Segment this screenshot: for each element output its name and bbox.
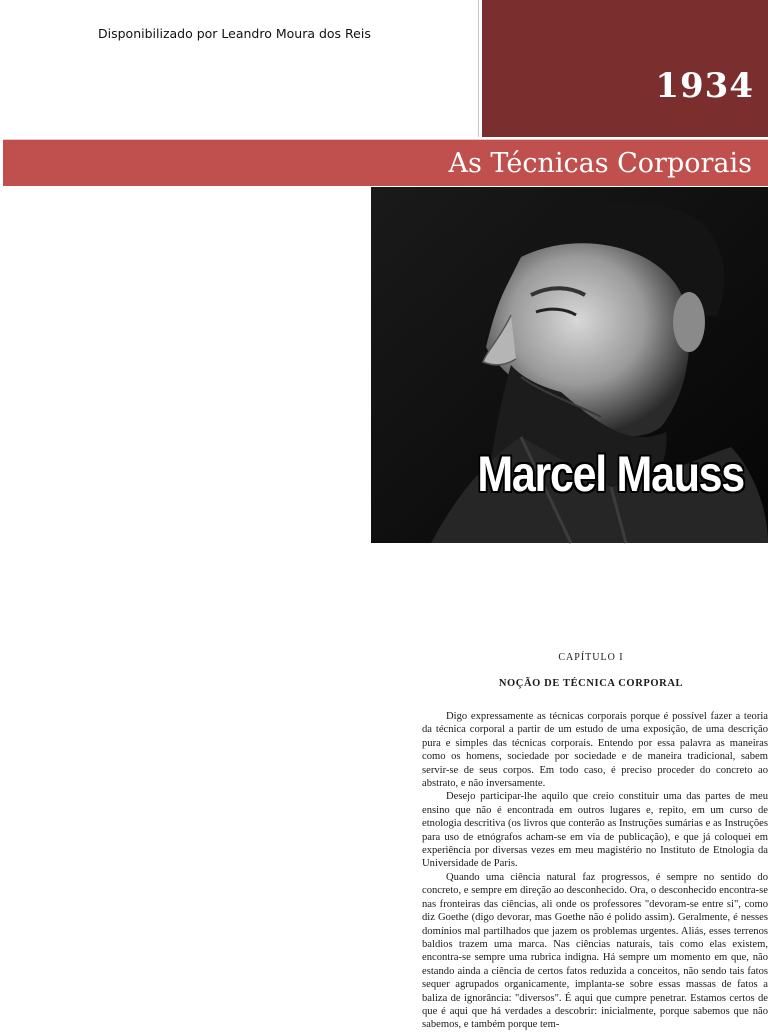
year-block-divider: [478, 0, 479, 137]
chapter-title: NOÇÃO DE TÉCNICA CORPORAL: [498, 678, 684, 689]
chapter-label: CAPÍTULO I: [558, 652, 624, 663]
paragraph: Desejo participar-lhe aquilo que creio constituir uma das partes de meu ensino que não é encontrada em outros lugares e, repito, em um curso de etnologia descritiva (os livros que conterão as Instruções sumárias e as Instruções para uso de etnógrafos acham-se em via de publicação), e que já coloquei em experiência por diversas vezes em meu magistério no Instituto de Etnologia da Universidade de Paris.: [422, 791, 768, 870]
year-block: [482, 0, 768, 137]
document-title: As Técnicas Corporais: [448, 148, 752, 179]
credit-line: Disponibilizado por Leandro Moura dos Reis: [98, 26, 371, 41]
scanned-page-excerpt: [414, 640, 768, 1031]
paragraph: Digo expressamente as técnicas corporais porque é possível fazer a teoria da técnica corporal a partir de um estudo de uma exposição, de uma descrição pura e simples das técnicas corporais. Entendo por essa palavra as maneiras como os homens, sociedade por sociedade e de maneira tradicional, sabem servir-se de seus corpos. Em todo caso, é preciso proceder do concreto ao abstrato, e não inversamente.: [422, 711, 768, 790]
publication-year: 1934: [655, 66, 754, 106]
author-name: Marcel Mauss: [477, 446, 744, 502]
paragraph: Quando uma ciência natural faz progressos, é sempre no sentido do concreto, e sempre em direção ao desconhecido. Ora, o desconhecido encontra-se nas fronteiras das ciências, ali onde os professores "devoram-se entre si", como diz Goethe (digo devorar, mas Goethe não é polido assim). Geralmente, é nesses domínios mal partilhados que jazem os problemas urgentes. Aliás, esses terrenos baldios trazem uma marca. Nas ciências naturais, tais como elas existem, encontra-se sempre uma rubrica indigna. Há sempre um momento em que, não estando ainda a ciência de certos fatos reduzida a conceitos, não sendo tais fatos sequer agrupados organicamente, implanta-se sobre essas massas de fatos a baliza de ignorância: "diversos". É aqui que cumpre penetrar. Estamos certos de que é aqui que há verdades a descobrir: inicialmente, porque sabemos que não sabemos, e também porque tem-: [422, 871, 768, 1031]
chapter-body: [422, 710, 768, 1032]
author-portrait: [371, 187, 768, 543]
title-bar: [3, 139, 768, 186]
